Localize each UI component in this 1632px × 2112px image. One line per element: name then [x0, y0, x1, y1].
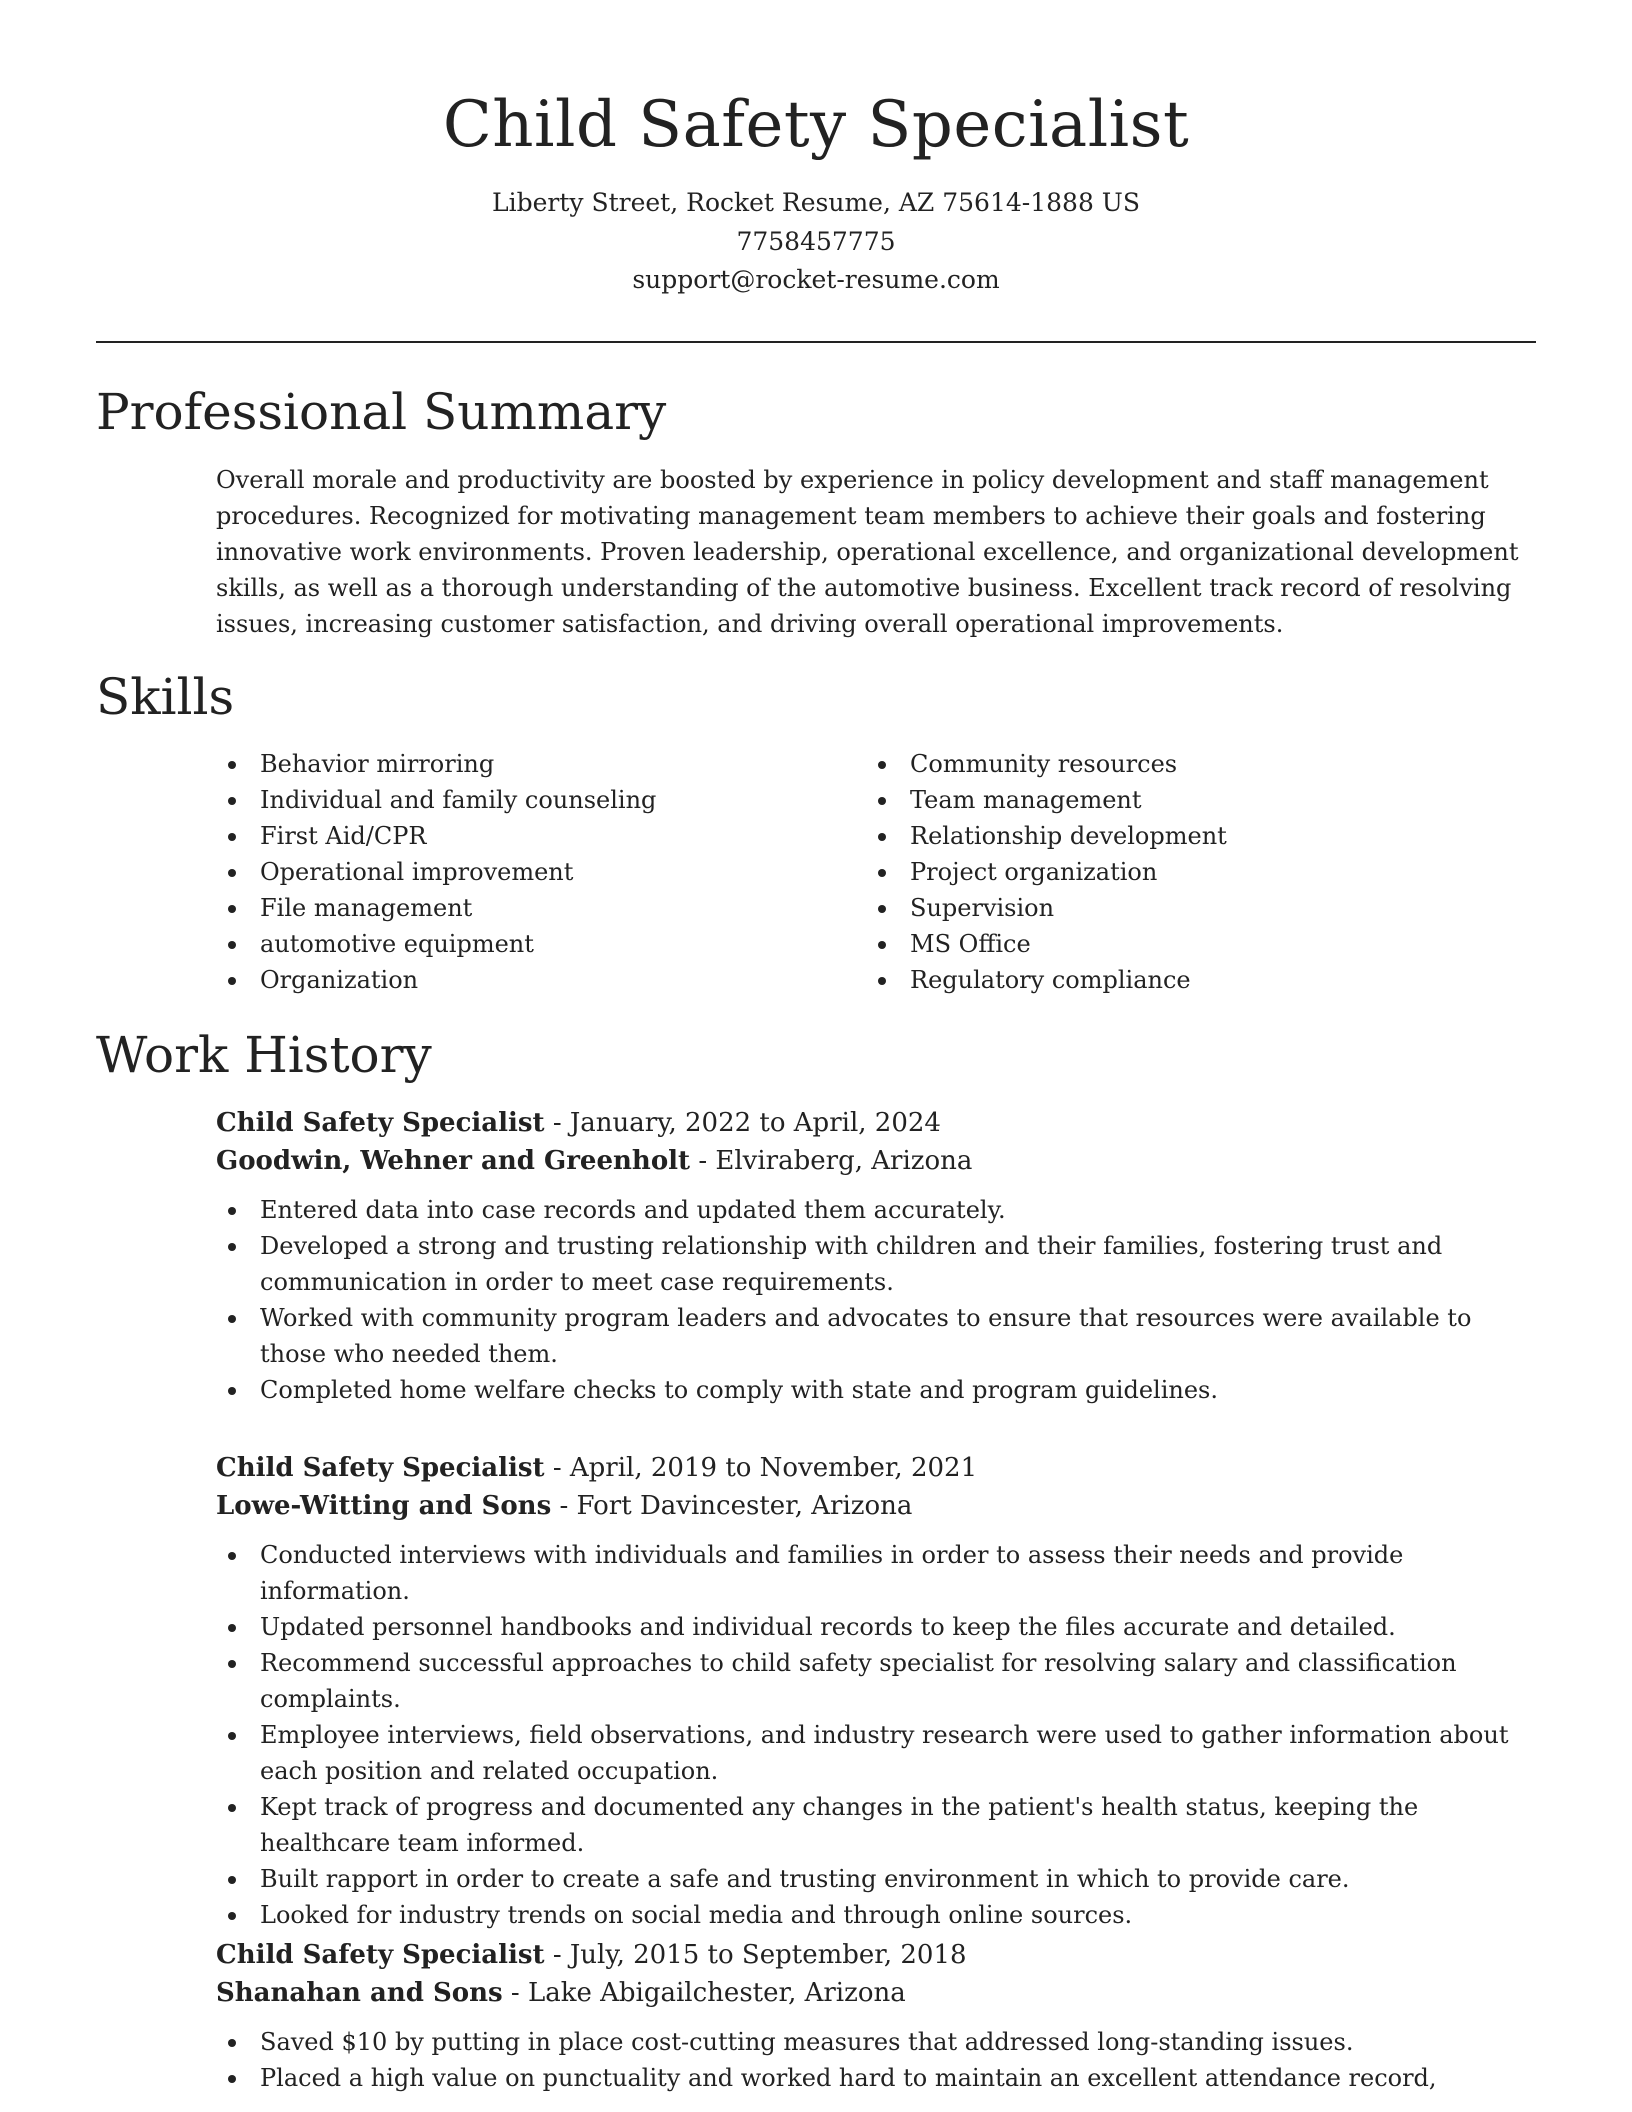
job-bullet: Placed a high value on punctuality and worked hard to maintain an excellent attendance record,	[216, 2060, 1536, 2096]
skill-item: Individual and family counseling	[216, 782, 656, 818]
contact-address: Liberty Street, Rocket Resume, AZ 75614-1888 US	[492, 188, 1140, 217]
job-company-line	[216, 1974, 1536, 2012]
job-dates: - January, 2022 to April, 2024	[544, 1108, 941, 1138]
job-bullet: Updated personnel handbooks and individual records to keep the files accurate and detailed.	[216, 1609, 1536, 1645]
job-bullet: Employee interviews, field observations, and industry research were used to gather information about each position and related occupation.	[216, 1717, 1536, 1789]
job-bullet: Built rapport in order to create a safe and trusting environment in which to provide care.	[216, 1861, 1536, 1897]
job-title-line	[216, 1104, 1536, 1142]
job-bullets	[216, 1537, 1536, 1933]
job-bullet: Recommend successful approaches to child safety specialist for resolving salary and classification complaints.	[216, 1645, 1536, 1717]
skill-item: Team management	[866, 782, 1227, 818]
header-divider	[96, 341, 1536, 343]
skills-heading: Skills	[96, 668, 235, 726]
skills-column-left	[216, 746, 656, 998]
skill-item: First Aid/CPR	[216, 818, 656, 854]
skill-item: Community resources	[866, 746, 1227, 782]
skill-item: Project organization	[866, 854, 1227, 890]
skill-item: Behavior mirroring	[216, 746, 656, 782]
work-history-heading: Work History	[96, 1026, 432, 1084]
contact-block	[0, 184, 1632, 300]
job-title: Child Safety Specialist	[216, 1453, 545, 1483]
skill-item: Relationship development	[866, 818, 1227, 854]
job-title: Child Safety Specialist	[216, 1108, 545, 1138]
job-bullet: Conducted interviews with individuals and families in order to assess their needs and provide information.	[216, 1537, 1536, 1609]
job-entry	[216, 1936, 1536, 2096]
job-location: - Elviraberg, Arizona	[690, 1146, 973, 1176]
job-company-line	[216, 1487, 1536, 1525]
job-dates: - April, 2019 to November, 2021	[544, 1453, 978, 1483]
candidate-name: Child Safety Specialist	[442, 88, 1190, 162]
skill-item: Supervision	[866, 890, 1227, 926]
job-bullet: Worked with community program leaders and advocates to ensure that resources were available to those who needed them.	[216, 1300, 1536, 1372]
skill-item: Operational improvement	[216, 854, 656, 890]
job-company: Shanahan and Sons	[216, 1978, 503, 2008]
job-company: Lowe-Witting and Sons	[216, 1491, 552, 1521]
job-company: Goodwin, Wehner and Greenholt	[216, 1146, 691, 1176]
job-bullet: Saved $10 by putting in place cost-cutting measures that addressed long-standing issues.	[216, 2024, 1536, 2060]
job-bullet: Completed home welfare checks to comply with state and program guidelines.	[216, 1372, 1536, 1408]
job-dates: - July, 2015 to September, 2018	[544, 1940, 967, 1970]
job-location: - Lake Abigailchester, Arizona	[502, 1978, 906, 2008]
summary-heading: Professional Summary	[96, 383, 667, 441]
job-location: - Fort Davincester, Arizona	[551, 1491, 913, 1521]
job-entry	[216, 1104, 1536, 1408]
job-bullets	[216, 1192, 1536, 1408]
contact-email: support@rocket-resume.com	[632, 265, 1000, 294]
job-bullet: Kept track of progress and documented any changes in the patient's health status, keeping the healthcare team informed.	[216, 1789, 1536, 1861]
job-title: Child Safety Specialist	[216, 1940, 545, 1970]
skill-item: MS Office	[866, 926, 1227, 962]
contact-phone: 7758457775	[736, 226, 896, 256]
summary-text: Overall morale and productivity are boosted by experience in policy development and staff management procedures. Recognized for motivating management team members to achieve their goals and fostering innovative work environments. Proven leadership, operational excellence, and organizational development skills, as well as a thorough understanding of the automotive business. Excellent track record of resolving issues, increasing customer satisfaction, and driving overall operational improvements.	[216, 466, 1519, 638]
job-entry	[216, 1449, 1536, 1933]
job-bullet: Entered data into case records and updated them accurately.	[216, 1192, 1536, 1228]
job-title-line	[216, 1449, 1536, 1487]
job-title-line	[216, 1936, 1536, 1974]
job-bullet: Developed a strong and trusting relationship with children and their families, fostering trust and communication in order to meet case requirements.	[216, 1228, 1536, 1300]
job-bullet: Looked for industry trends on social media and through online sources.	[216, 1897, 1536, 1933]
skill-item: Regulatory compliance	[866, 962, 1227, 998]
resume-header	[0, 82, 1632, 300]
skills-column-right	[866, 746, 1227, 998]
skill-item: Organization	[216, 962, 656, 998]
job-company-line	[216, 1142, 1536, 1180]
skill-item: File management	[216, 890, 656, 926]
skill-item: automotive equipment	[216, 926, 656, 962]
job-bullets	[216, 2024, 1536, 2096]
